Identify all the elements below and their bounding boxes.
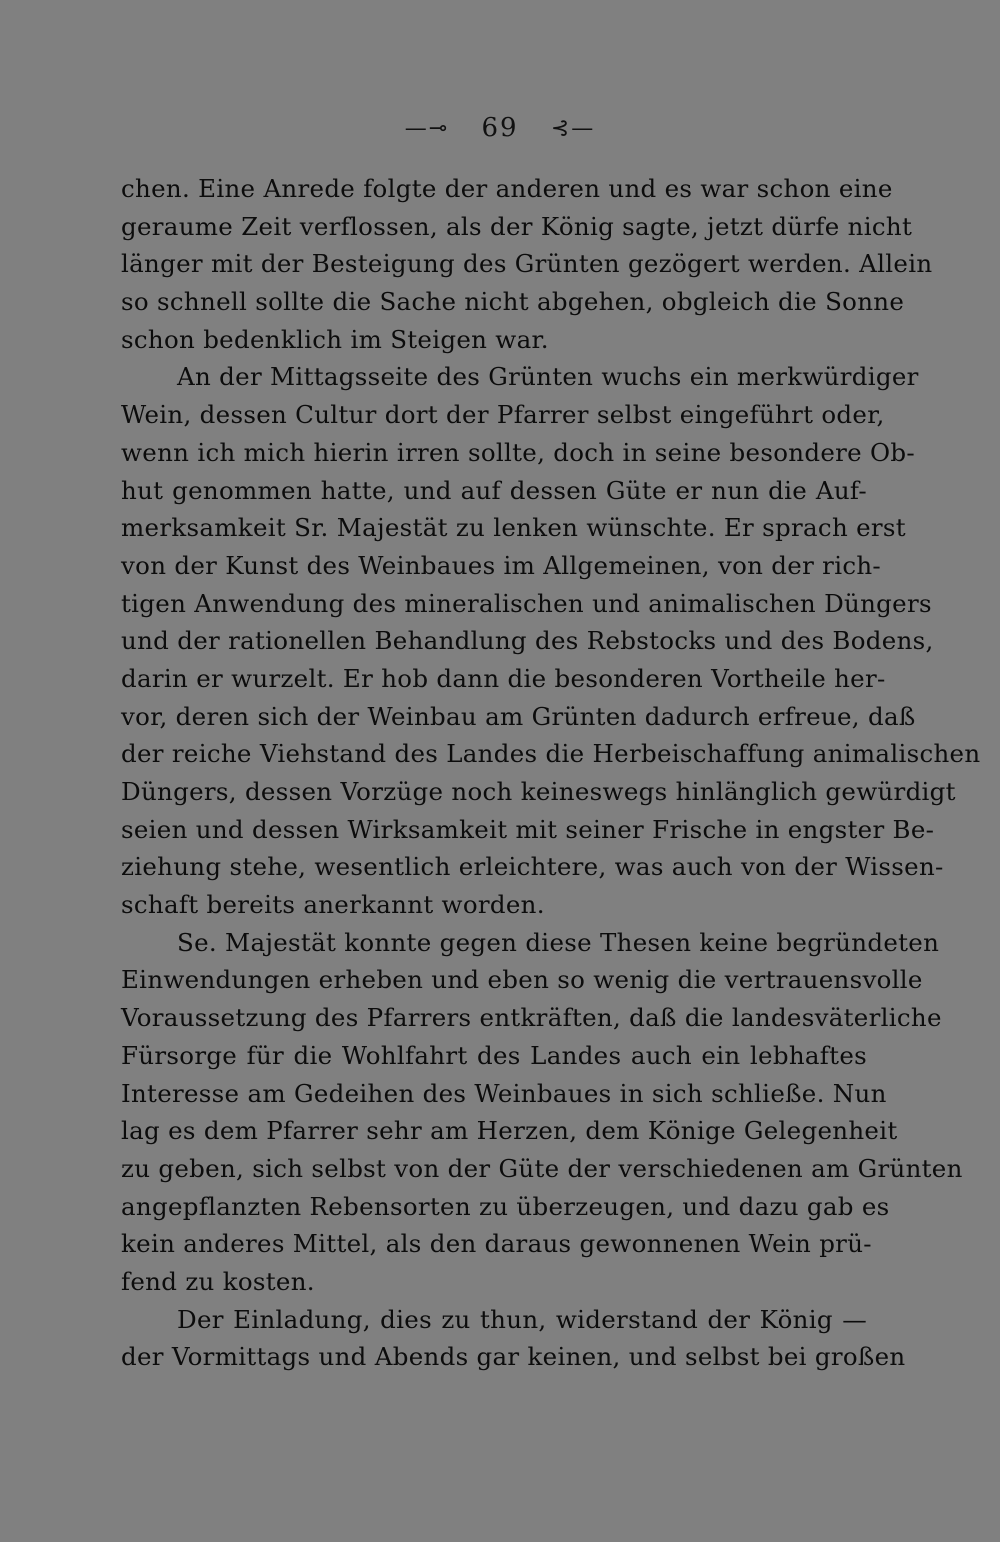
text-line: schon bedenklich im Steigen war.	[121, 324, 549, 354]
text-line: tigen Anwendung des mineralischen und animalischen Düngers	[121, 588, 932, 618]
text-line: Wein, dessen Cultur dort der Pfarrer selbst eingeführt oder,	[121, 400, 885, 430]
text-line: Düngers, dessen Vorzüge noch keineswegs hinlänglich gewürdigt	[121, 777, 956, 806]
text-line: wenn ich mich hierin irren sollte, doch in seine besondere Ob-	[121, 437, 915, 467]
text-line: schaft bereits anerkannt worden.	[121, 890, 545, 920]
text-line: merksamkeit Sr. Majestät zu lenken wünschte. Er sprach erst	[121, 513, 906, 543]
text-line: der reiche Viehstand des Landes die Herbeischaffung animalischen	[121, 739, 981, 769]
text-line: zu geben, sich selbst von der Güte der verschiedenen am Grünten	[121, 1153, 963, 1183]
text-line: und der rationellen Behandlung des Rebstocks und des Bodens,	[121, 626, 934, 656]
body-text	[121, 170, 981, 1376]
text-line: chen. Eine Anrede folgte der anderen und es war schon eine	[121, 174, 893, 203]
text-line: seien und dessen Wirksamkeit mit seiner Frische in engster Be-	[121, 814, 935, 844]
text-line: fend zu kosten.	[121, 1266, 315, 1296]
text-line: Interesse am Gedeihen des Weinbaues in sich schließe. Nun	[121, 1078, 887, 1108]
text-line: angepflanzten Rebensorten zu überzeugen, und dazu gab es	[121, 1191, 890, 1221]
text-line: lag es dem Pfarrer sehr am Herzen, dem Könige Gelegenheit	[121, 1116, 898, 1146]
text-line: ziehung stehe, wesentlich erleichtere, was auch von der Wissen-	[121, 852, 944, 882]
text-line: Einwendungen erheben und eben so wenig die vertrauensvolle	[121, 965, 923, 995]
text-line: Voraussetzung des Pfarrers entkräften, daß die landesväterliche	[121, 1003, 942, 1033]
text-line: kein anderes Mittel, als den daraus gewonnenen Wein prü-	[121, 1229, 872, 1259]
text-line: von der Kunst des Weinbaues im Allgemeinen, von der rich-	[121, 550, 882, 580]
text-line: geraume Zeit verflossen, als der König sagte, jetzt dürfe nicht	[121, 211, 913, 241]
text-line: darin er wurzelt. Er hob dann die besonderen Vortheile her-	[121, 663, 886, 693]
text-line: so schnell sollte die Sache nicht abgehen, obgleich die Sonne	[121, 287, 905, 317]
text-line: vor, deren sich der Weinbau am Grünten dadurch erfreue, daß	[121, 701, 916, 731]
text-line: hut genommen hatte, und auf dessen Güte er nun die Auf-	[121, 475, 867, 505]
text-line: der Vormittags und Abends gar keinen, und selbst bei großen	[121, 1342, 906, 1372]
right-ornament: ⊰—	[550, 115, 596, 141]
text-line: Der Einladung, dies zu thun, widerstand der König —	[177, 1304, 867, 1334]
text-line: An der Mittagsseite des Grünten wuchs ein merkwürdiger	[177, 362, 919, 392]
text-line: länger mit der Besteigung des Grünten gezögert werden. Allein	[121, 249, 933, 279]
page-number: 69	[481, 113, 519, 143]
text-line: Se. Majestät konnte gegen diese Thesen keine begründeten	[177, 927, 940, 957]
left-ornament: —⊸	[404, 115, 450, 141]
text-line: Fürsorge für die Wohlfahrt des Landes auch ein lebhaftes	[121, 1040, 867, 1070]
page-header	[0, 112, 1000, 143]
